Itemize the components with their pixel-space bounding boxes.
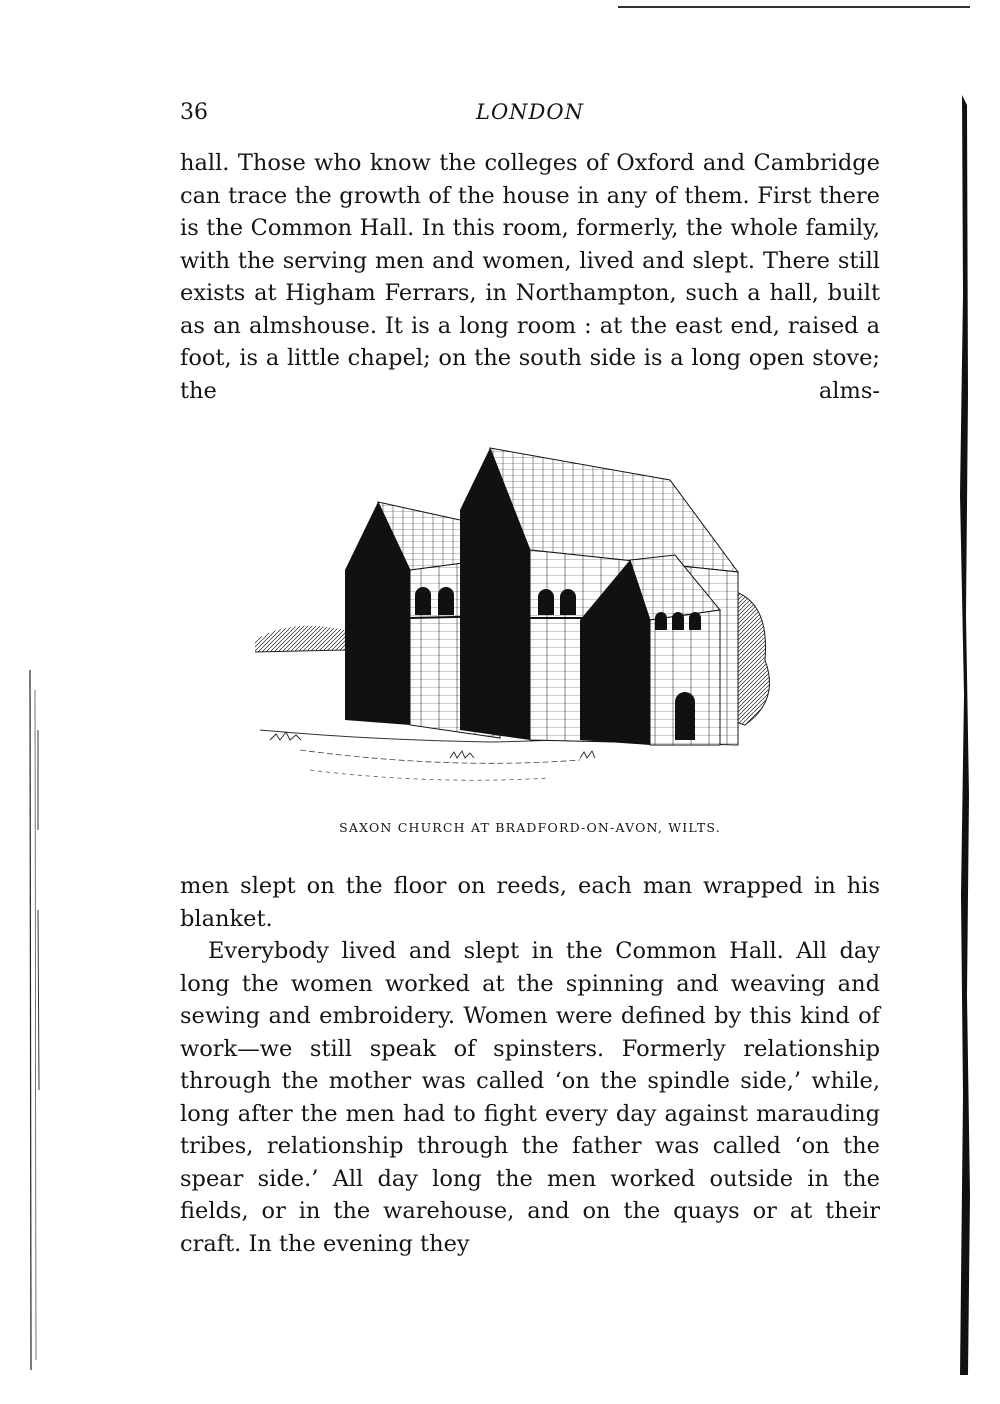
page-header xyxy=(180,100,880,132)
church-illustration xyxy=(250,440,790,820)
paragraph-1: hall. Those who know the colleges of Oxford and Cambridge can trace the growth of the house in any of them. First there is the Common Hall. In this room, formerly, the whole family, with the serving men and women, lived and slept. There still exists at Higham Ferrars, in Northampton, such a hall, built as an almshouse. It is a long room : at the east end, raised a foot, is a little chapel; on the south side is a long open stove; the alms- xyxy=(180,150,880,404)
page-edge-shadow-right xyxy=(958,95,970,1375)
binding-marks-left xyxy=(22,670,42,1370)
page-number: 36 xyxy=(180,100,208,125)
running-title: LONDON xyxy=(476,100,584,124)
paragraph-3: Everybody lived and slept in the Common Hall. All day long the women worked at the spinning and weaving and sewing and embroidery. Women were defined by this kind of work—we still speak of spinsters. Formerly relationship through the mother was called ‘on the spindle side,’ while, long after the men had to fight every day against marauding tribes, relationship through the father was called ‘on the spear side.’ All day long the men worked outside in the fields, or in the warehouse, and on the quays or at their craft. In the evening they xyxy=(180,938,880,1257)
paragraph-2: men slept on the floor on reeds, each man wrapped in his blanket. xyxy=(180,873,880,932)
top-rule-line xyxy=(618,6,970,8)
figure-caption: SAXON CHURCH AT BRADFORD-ON-AVON, WILTS. xyxy=(339,820,721,835)
